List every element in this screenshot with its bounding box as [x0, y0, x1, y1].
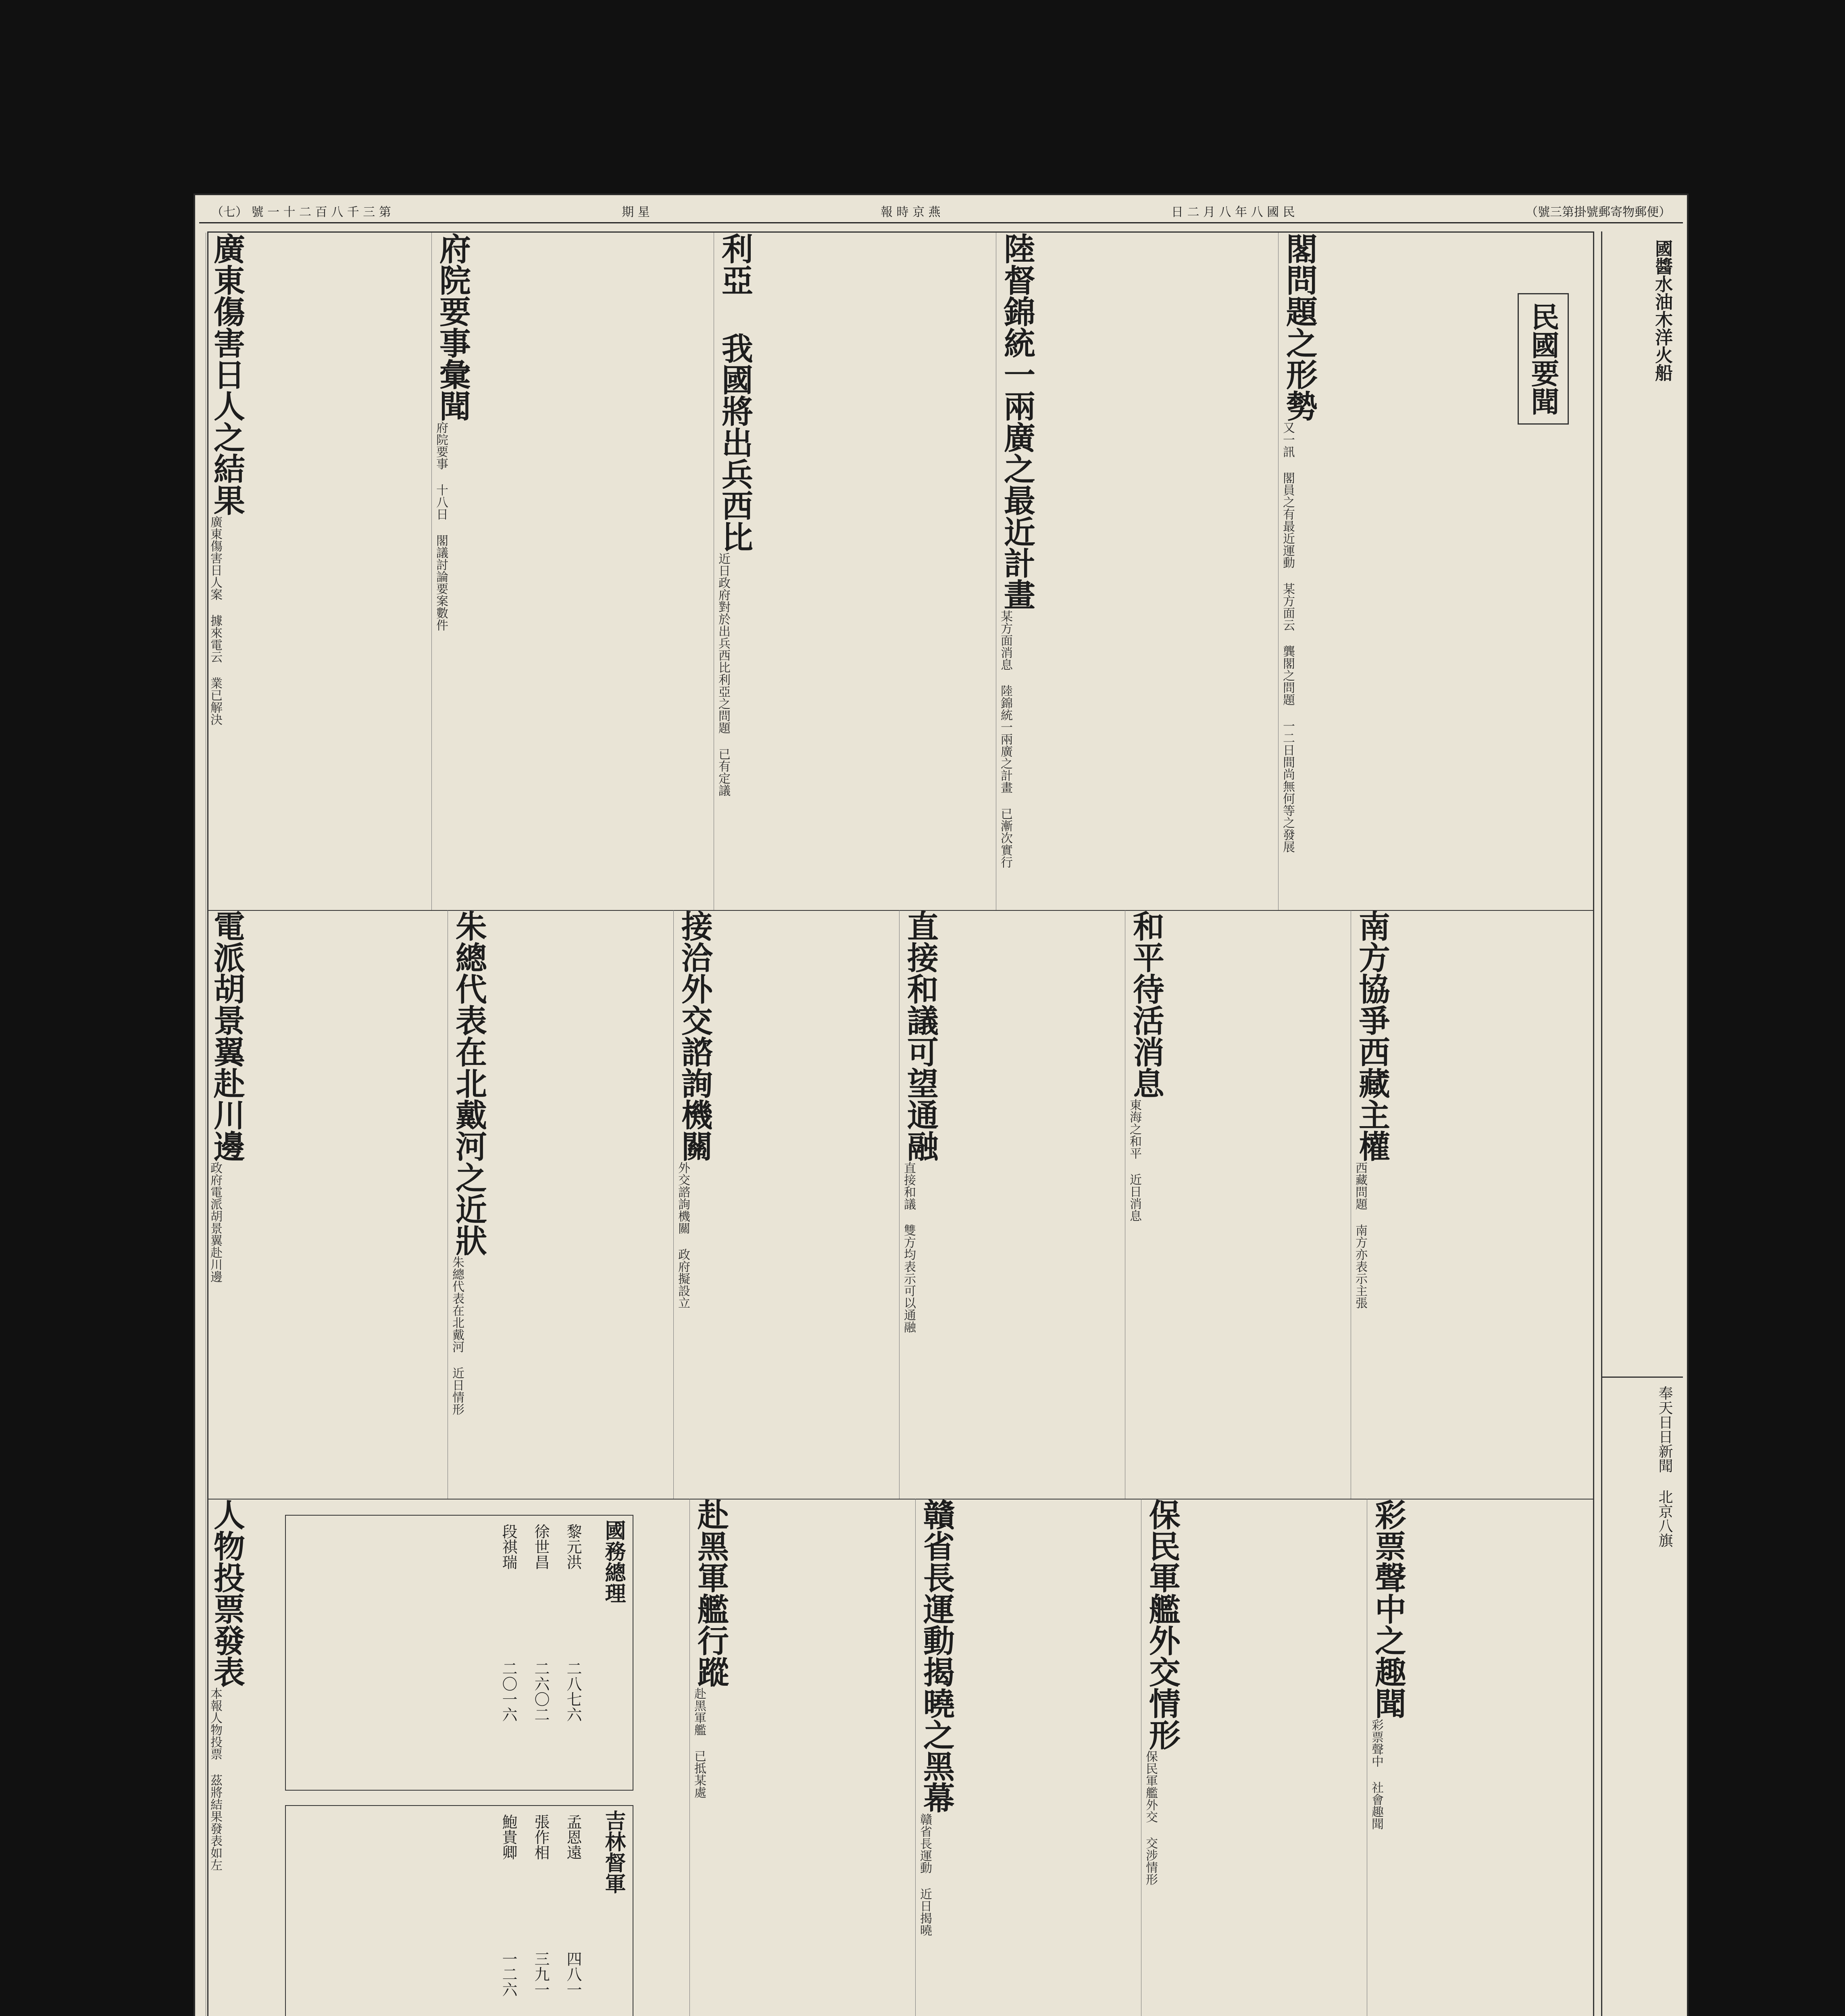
column-5	[206, 1499, 690, 2016]
main-frame	[207, 231, 1594, 2016]
headline: 府院要事彙聞	[434, 233, 471, 421]
candidate-name: 段祺瑞	[500, 1524, 517, 1570]
weekday: 期 星	[622, 205, 650, 219]
column-1	[1278, 233, 1488, 910]
headline: 閣問題之形勢	[1281, 233, 1318, 421]
article-body: 本報人物投票 茲將結果發表如左	[208, 1687, 222, 1871]
headline: 電派胡景翼赴川邊	[208, 910, 245, 1162]
candidate-name: 孟恩遠	[564, 1814, 582, 1860]
headline: 接洽外交諮詢機關	[676, 910, 713, 1162]
headline: 廣東傷害日人之結果	[208, 233, 245, 516]
column-4	[673, 910, 900, 1499]
headline: 人物投票發表	[208, 1499, 245, 1687]
page-number: （七） 號 一 十 二 百 八 千 三 第	[211, 205, 391, 219]
table-title: 吉林督軍	[601, 1810, 626, 1894]
article-body: 又一訊 閣員之有最近運動 某方面云 龔閣之問題 一二日間尚無何等之發展	[1281, 421, 1295, 853]
candidate-name: 黎元洪	[564, 1524, 582, 1570]
article-body: 政府電派胡景翼赴川邊	[208, 1162, 222, 1283]
article-body: 府院要事 十八日 閣議討論要案數件	[434, 421, 448, 631]
headline: 朱總代表在北戴河之近狀	[450, 910, 487, 1256]
column-1	[1367, 1499, 1593, 2016]
headline: 陸督錦統一兩廣之最近計畫	[998, 233, 1035, 610]
candidate-name: 鮑貴卿	[500, 1814, 517, 1860]
newspaper-page	[194, 194, 1689, 2016]
advertisement-top: 國醬水油木洋火船	[1652, 240, 1672, 381]
column-3	[714, 233, 996, 910]
article-body: 直接和議 雙方均表示可以通融	[902, 1162, 916, 1333]
column-2	[1141, 1499, 1367, 2016]
article-body: 東海之和平 近日消息	[1127, 1099, 1141, 1222]
column-2	[1125, 910, 1351, 1499]
article-body: 保民軍艦外交 交涉情形	[1143, 1750, 1158, 1885]
vote-table-jilin	[285, 1805, 633, 2016]
column-1	[1351, 910, 1593, 1499]
table-title: 國務總理	[601, 1520, 626, 1604]
article-body: 朱總代表在北戴河 近日情形	[450, 1256, 464, 1415]
headline: 南方協爭西藏主權	[1353, 910, 1390, 1162]
headline: 赴黑軍艦行蹤	[692, 1499, 729, 1687]
article-body: 赴黑軍艦 已抵某處	[692, 1687, 706, 1798]
row-3	[208, 1499, 1593, 2016]
headline: 贛省長運動揭曉之黑幕	[918, 1499, 955, 1813]
headline: 彩票聲中之趣聞	[1369, 1499, 1406, 1719]
vote-count: 二〇一六	[500, 1661, 517, 1722]
row-2	[208, 910, 1593, 1500]
candidate-name: 張作相	[532, 1814, 550, 1860]
right-advertisement-strip	[1601, 231, 1683, 2016]
article-body: 近日政府對於出兵西比利亞之問題 已有定議	[716, 552, 730, 796]
newspaper-name: 報 時 京 燕	[881, 205, 941, 219]
issue-date: 日 二 月 八 年 八 國 民	[1171, 205, 1295, 219]
article-body: 彩票聲中 社會趣聞	[1369, 1719, 1383, 1830]
vote-count: 二八七六	[564, 1661, 582, 1722]
vote-count: 三九一	[532, 1951, 550, 1997]
section-title: 民國要聞	[1518, 293, 1569, 425]
column-3	[899, 910, 1125, 1499]
column-3	[915, 1499, 1141, 2016]
headline: 保民軍艦外交情形	[1143, 1499, 1181, 1750]
article-body: 廣東傷害日人案 據來電云 業已解決	[208, 516, 222, 725]
postal-registration: （號三第掛號郵寄物郵便）	[1526, 205, 1671, 219]
article-body: 贛省長運動 近日揭曉	[918, 1813, 932, 1936]
vote-count: 二六〇二	[532, 1661, 550, 1722]
column-5	[206, 233, 432, 910]
candidate-name: 徐世昌	[532, 1524, 550, 1570]
headline: 利亞 我國將出兵西比	[716, 233, 753, 552]
masthead-band	[199, 199, 1683, 223]
article-body: 外交諮詢機關 政府擬設立	[676, 1162, 690, 1309]
headline: 和平待活消息	[1127, 910, 1164, 1099]
article-body: 某方面消息 陸錦統一兩廣之計畫 已漸次實行	[998, 610, 1012, 868]
vote-count: 四八一	[564, 1951, 582, 1997]
vote-table-premier	[285, 1515, 633, 1791]
column-4	[689, 1499, 916, 2016]
column-2	[996, 233, 1279, 910]
row-1	[208, 233, 1593, 911]
column-6	[206, 910, 448, 1499]
article-body: 西藏問題 南方亦表示主張	[1353, 1162, 1367, 1309]
column-4	[431, 233, 714, 910]
column-5	[448, 910, 674, 1499]
headline: 直接和議可望通融	[902, 910, 939, 1162]
advertisement-bottom: 奉天日日新聞 北京八旗	[1602, 1377, 1683, 2016]
vote-count: 一二六	[500, 1951, 517, 1997]
